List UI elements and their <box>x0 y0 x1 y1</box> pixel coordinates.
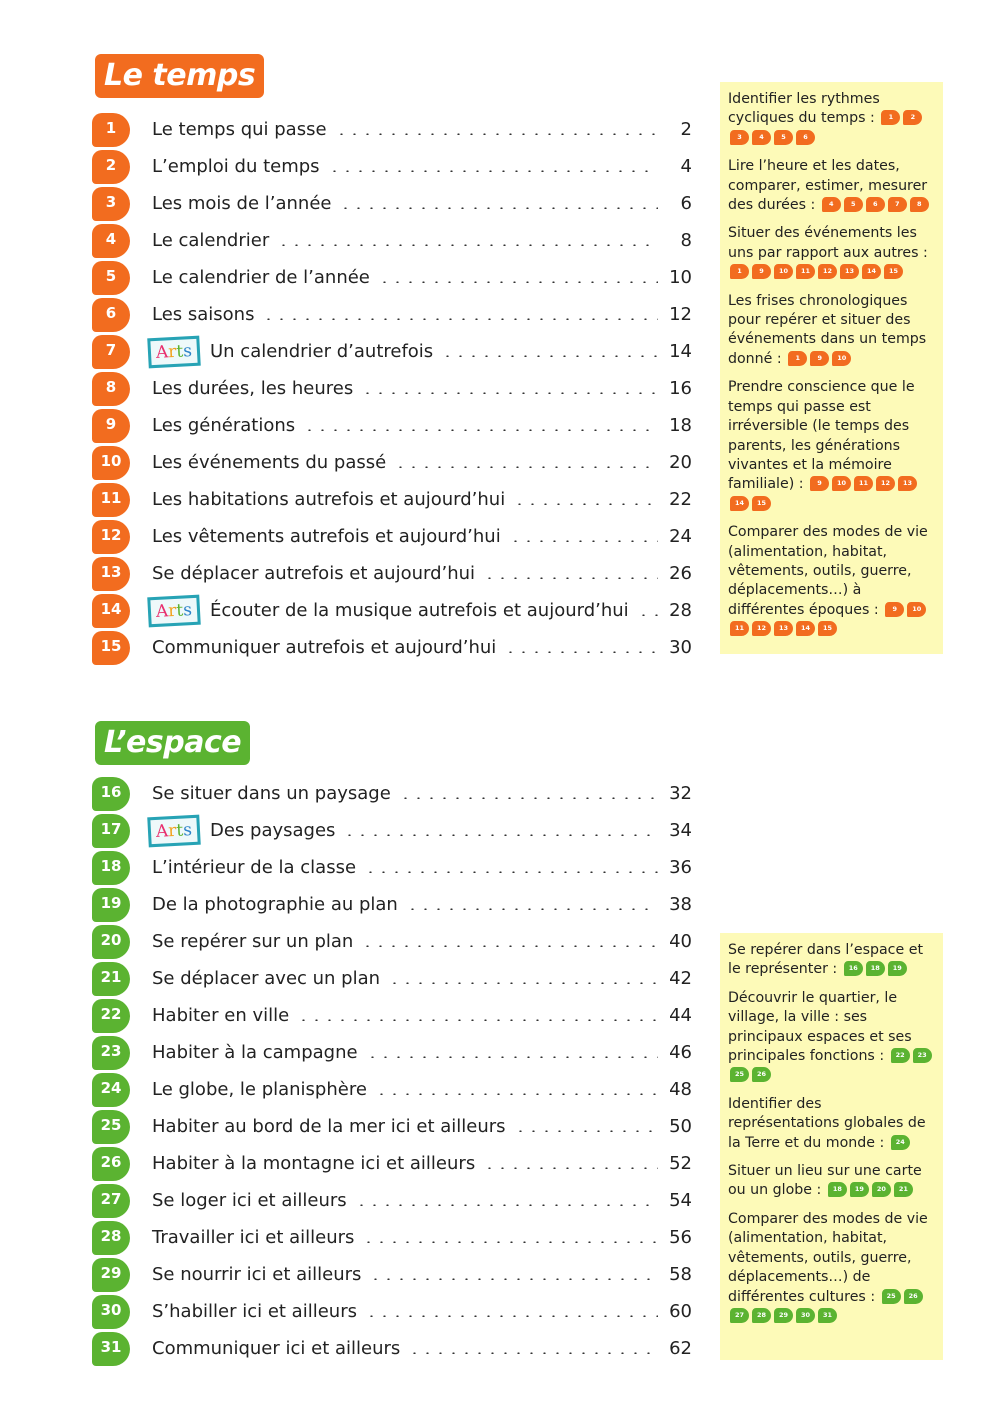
objective <box>728 292 935 370</box>
objective <box>728 989 935 1086</box>
page-number: 26 <box>669 563 692 584</box>
dot-leader <box>637 614 658 616</box>
lesson-number-badge: 30 <box>92 1295 130 1329</box>
objectives-box-temps <box>720 82 943 654</box>
objective <box>728 378 935 514</box>
lesson-number-badge: 1 <box>92 113 130 147</box>
lesson-chip: 2 <box>903 110 922 125</box>
dot-leader <box>335 133 658 135</box>
lesson-number-badge: 4 <box>92 224 130 258</box>
lesson-title[interactable]: De la photographie au plan <box>152 894 402 915</box>
dot-leader <box>483 577 658 579</box>
arts-badge-icon: A r t s <box>147 814 200 847</box>
lesson-number-badge: 10 <box>92 446 130 480</box>
lesson-chip: 21 <box>894 1182 913 1197</box>
page-number: 44 <box>669 1005 692 1026</box>
toc-row[interactable] <box>92 444 692 481</box>
lesson-chip: 25 <box>882 1289 901 1304</box>
lesson-title[interactable]: Se déplacer autrefois et aujourd’hui <box>152 563 479 584</box>
toc-row[interactable] <box>92 1071 692 1108</box>
toc-row[interactable] <box>92 1256 692 1293</box>
lesson-chip: 15 <box>818 621 837 636</box>
page-number: 18 <box>669 415 692 436</box>
lesson-chip: 23 <box>913 1048 932 1063</box>
dot-leader <box>378 281 658 283</box>
toc-row[interactable] <box>92 148 692 185</box>
dot-leader <box>303 429 658 431</box>
lesson-chip: 15 <box>884 264 903 279</box>
toc-row[interactable] <box>92 812 692 849</box>
page-number: 46 <box>669 1042 692 1063</box>
page-number: 20 <box>669 452 692 473</box>
dot-leader <box>277 244 658 246</box>
dot-leader <box>483 1167 658 1169</box>
page-number: 58 <box>669 1264 692 1285</box>
lesson-chip: 18 <box>866 961 885 976</box>
lesson-number-badge: 9 <box>92 409 130 443</box>
toc-row[interactable] <box>92 1330 692 1367</box>
dot-leader <box>339 207 658 209</box>
lesson-title[interactable]: Les générations <box>152 415 299 436</box>
lesson-chip: 26 <box>752 1067 771 1082</box>
objective <box>728 1095 935 1153</box>
lesson-number-badge: 16 <box>92 777 130 811</box>
lesson-chip: 14 <box>862 264 881 279</box>
page-number: 42 <box>669 968 692 989</box>
toc-list-espace <box>92 775 692 1367</box>
toc-row[interactable] <box>92 296 692 333</box>
page-number: 24 <box>669 526 692 547</box>
toc-row[interactable] <box>92 555 692 592</box>
lesson-title[interactable]: Les durées, les heures <box>152 378 357 399</box>
lesson-number-badge: 27 <box>92 1184 130 1218</box>
dot-leader <box>394 466 658 468</box>
objective <box>728 941 935 980</box>
lesson-chip: 9 <box>810 476 829 491</box>
lesson-title[interactable]: Se loger ici et ailleurs <box>152 1190 351 1211</box>
lesson-title[interactable]: Habiter en ville <box>152 1005 293 1026</box>
lesson-chip: 12 <box>818 264 837 279</box>
dot-leader <box>361 945 658 947</box>
lesson-number-badge: 24 <box>92 1073 130 1107</box>
dot-leader <box>328 170 658 172</box>
lesson-chip: 26 <box>904 1289 923 1304</box>
lesson-title[interactable]: S’habiller ici et ailleurs <box>152 1301 361 1322</box>
lesson-number-badge: 8 <box>92 372 130 406</box>
lesson-chip: 13 <box>774 621 793 636</box>
lesson-chip: 19 <box>888 961 907 976</box>
dot-leader <box>504 651 658 653</box>
lesson-number-badge: 6 <box>92 298 130 332</box>
lesson-number-badge: 2 <box>92 150 130 184</box>
toc-row[interactable] <box>92 1108 692 1145</box>
lesson-title[interactable]: Habiter à la campagne <box>152 1042 362 1063</box>
lesson-chip: 6 <box>796 130 815 145</box>
page-number: 8 <box>680 230 692 251</box>
lesson-chip: 1 <box>730 264 749 279</box>
lesson-chip: 11 <box>796 264 815 279</box>
lesson-chip: 10 <box>907 602 926 617</box>
lesson-number-badge: 11 <box>92 483 130 517</box>
page-number: 12 <box>669 304 692 325</box>
toc-row[interactable] <box>92 370 692 407</box>
lesson-chip: 31 <box>818 1308 837 1323</box>
toc-row[interactable] <box>92 518 692 555</box>
lesson-chip: 7 <box>888 197 907 212</box>
arts-badge-icon: A r t s <box>147 335 200 368</box>
toc-row[interactable] <box>92 960 692 997</box>
lesson-chip: 10 <box>832 476 851 491</box>
lesson-title[interactable]: Les habitations autrefois et aujourd’hui <box>152 489 509 510</box>
lesson-number-badge: 19 <box>92 888 130 922</box>
lesson-number-badge: 13 <box>92 557 130 591</box>
lesson-chip: 3 <box>730 130 749 145</box>
objective-text: Découvrir le quartier, le village, la ville : ses principaux espaces et ses principales fonctions : <box>728 989 912 1065</box>
lesson-title[interactable]: Les vêtements autrefois et aujourd’hui <box>152 526 505 547</box>
lesson-number-badge: 12 <box>92 520 130 554</box>
lesson-number-badge: 3 <box>92 187 130 221</box>
lesson-chip: 24 <box>891 1135 910 1150</box>
dot-leader <box>369 1278 658 1280</box>
toc-row[interactable] <box>92 1145 692 1182</box>
dot-leader <box>388 982 658 984</box>
objective-text: Lire l’heure et les dates, comparer, estimer, mesurer des durées : <box>728 158 928 214</box>
toc-row[interactable] <box>92 629 692 666</box>
lesson-title[interactable]: L’intérieur de la classe <box>152 857 360 878</box>
toc-row[interactable] <box>92 111 692 148</box>
objective-text: Situer des événements les uns par rapport aux autres : <box>728 225 928 261</box>
page-number: 38 <box>669 894 692 915</box>
lesson-chip: 14 <box>796 621 815 636</box>
page-number: 36 <box>669 857 692 878</box>
lesson-title[interactable]: Le calendrier de l’année <box>152 267 374 288</box>
toc-row[interactable] <box>92 775 692 812</box>
objective-text: Comparer des modes de vie (alimentation, habitat, vêtements, outils, guerre, déplacements…) à différentes époques : <box>728 524 928 618</box>
lesson-number-badge: 23 <box>92 1036 130 1070</box>
page-number: 30 <box>669 637 692 658</box>
toc-row[interactable] <box>92 1182 692 1219</box>
lesson-number-badge: 26 <box>92 1147 130 1181</box>
lesson-chip: 5 <box>844 197 863 212</box>
lesson-chip: 12 <box>876 476 895 491</box>
lesson-number-badge: 14 <box>92 594 130 628</box>
dot-leader <box>399 797 658 799</box>
lesson-chip: 16 <box>844 961 863 976</box>
dot-leader <box>408 1352 658 1354</box>
objective-text: Comparer des modes de vie (alimentation, habitat, vêtements, outils, guerre, déplacements…) de différentes cultures : <box>728 1210 928 1305</box>
lesson-chip: 25 <box>730 1067 749 1082</box>
lesson-title[interactable]: Travailler ici et ailleurs <box>152 1227 358 1248</box>
page-number: 40 <box>669 931 692 952</box>
lesson-title[interactable]: Les événements du passé <box>152 452 390 473</box>
page-number: 4 <box>680 156 692 177</box>
lesson-chip: 4 <box>752 130 771 145</box>
objective-lessons <box>820 197 930 213</box>
lesson-chip: 28 <box>752 1308 771 1323</box>
objective <box>728 90 935 148</box>
page-number: 48 <box>669 1079 692 1100</box>
lesson-chip: 15 <box>752 496 771 511</box>
dot-leader <box>375 1093 658 1095</box>
lesson-number-badge: 28 <box>92 1221 130 1255</box>
dot-leader <box>362 1241 658 1243</box>
lesson-title[interactable]: Un calendrier d’autrefois <box>210 341 437 362</box>
dot-leader <box>343 834 658 836</box>
toc-row[interactable] <box>92 923 692 960</box>
toc-row[interactable] <box>92 1219 692 1256</box>
lesson-number-badge: 7 <box>92 335 130 369</box>
objective <box>728 157 935 215</box>
objective-text: Les frises chronologiques pour repérer et situer des événements dans un temps donné : <box>728 292 927 367</box>
lesson-title[interactable]: Se déplacer avec un plan <box>152 968 384 989</box>
lesson-chip: 13 <box>898 476 917 491</box>
lesson-chip: 6 <box>866 197 885 212</box>
lesson-title[interactable]: Communiquer ici et ailleurs <box>152 1338 404 1359</box>
objective <box>728 224 935 282</box>
lesson-chip: 9 <box>885 602 904 617</box>
objectives-box-espace <box>720 933 943 1360</box>
toc-row[interactable] <box>92 1293 692 1330</box>
objective-lessons <box>826 1182 914 1198</box>
lesson-number-badge: 15 <box>92 631 130 665</box>
toc-row[interactable] <box>92 886 692 923</box>
toc-row[interactable] <box>92 333 692 370</box>
lesson-title[interactable]: Se situer dans un paysage <box>152 783 395 804</box>
page-number: 14 <box>669 341 692 362</box>
lesson-number-badge: 17 <box>92 814 130 848</box>
lesson-title[interactable]: Habiter au bord de la mer ici et ailleurs <box>152 1116 510 1137</box>
lesson-title[interactable]: Le temps qui passe <box>152 119 331 140</box>
dot-leader <box>513 503 658 505</box>
lesson-title[interactable]: Habiter à la montagne ici et ailleurs <box>152 1153 479 1174</box>
lesson-chip: 10 <box>832 351 851 366</box>
toc-row[interactable] <box>92 997 692 1034</box>
lesson-number-badge: 31 <box>92 1332 130 1366</box>
arts-badge-icon: A r t s <box>147 594 200 627</box>
lesson-chip: 22 <box>891 1048 910 1063</box>
objective-lessons <box>728 264 904 280</box>
page-number: 32 <box>669 783 692 804</box>
lesson-number-badge: 29 <box>92 1258 130 1292</box>
toc-row[interactable] <box>92 407 692 444</box>
lesson-chip: 4 <box>822 197 841 212</box>
section-title-temps: Le temps <box>95 54 264 98</box>
page-number: 16 <box>669 378 692 399</box>
page-number: 10 <box>669 267 692 288</box>
lesson-number-badge: 22 <box>92 999 130 1033</box>
toc-row[interactable] <box>92 259 692 296</box>
lesson-chip: 9 <box>752 264 771 279</box>
section-title-espace: L’espace <box>95 721 250 765</box>
page-number: 54 <box>669 1190 692 1211</box>
lesson-title[interactable]: Les mois de l’année <box>152 193 335 214</box>
lesson-title[interactable]: Le calendrier <box>152 230 273 251</box>
dot-leader <box>365 1315 658 1317</box>
lesson-chip: 1 <box>881 110 900 125</box>
toc-row[interactable] <box>92 185 692 222</box>
dot-leader <box>514 1130 658 1132</box>
page-number: 34 <box>669 820 692 841</box>
lesson-chip: 18 <box>828 1182 847 1197</box>
page-number: 52 <box>669 1153 692 1174</box>
lesson-title[interactable]: L’emploi du temps <box>152 156 324 177</box>
dot-leader <box>364 871 658 873</box>
lesson-chip: 11 <box>730 621 749 636</box>
dot-leader <box>366 1056 658 1058</box>
page-number: 2 <box>680 119 692 140</box>
dot-leader <box>355 1204 658 1206</box>
lesson-title[interactable]: Communiquer autrefois et aujourd’hui <box>152 637 500 658</box>
dot-leader <box>297 1019 658 1021</box>
lesson-title[interactable]: Les saisons <box>152 304 258 325</box>
lesson-chip: 19 <box>850 1182 869 1197</box>
objective-text: Se repérer dans l’espace et le représenter : <box>728 942 924 978</box>
toc-row[interactable] <box>92 592 692 629</box>
page-number: 50 <box>669 1116 692 1137</box>
page-number: 62 <box>669 1338 692 1359</box>
lesson-chip: 29 <box>774 1308 793 1323</box>
toc-row[interactable] <box>92 1034 692 1071</box>
lesson-chip: 1 <box>788 351 807 366</box>
objective-text: Identifier des représentations globales de la Terre et du monde : <box>728 1095 926 1151</box>
lesson-number-badge: 21 <box>92 962 130 996</box>
lesson-number-badge: 18 <box>92 851 130 885</box>
lesson-chip: 30 <box>796 1308 815 1323</box>
lesson-title[interactable]: Le globe, le planisphère <box>152 1079 371 1100</box>
lesson-chip: 14 <box>730 496 749 511</box>
lesson-chip: 12 <box>752 621 771 636</box>
objective <box>728 1162 935 1201</box>
lesson-chip: 27 <box>730 1308 749 1323</box>
toc-row[interactable] <box>92 481 692 518</box>
dot-leader <box>406 908 658 910</box>
lesson-number-badge: 20 <box>92 925 130 959</box>
lesson-chip: 5 <box>774 130 793 145</box>
lesson-number-badge: 5 <box>92 261 130 295</box>
page-number: 22 <box>669 489 692 510</box>
lesson-title[interactable]: Des paysages <box>210 820 339 841</box>
objective <box>728 523 935 639</box>
dot-leader <box>509 540 658 542</box>
toc-row[interactable] <box>92 849 692 886</box>
page-number: 6 <box>680 193 692 214</box>
lesson-title[interactable]: Se repérer sur un plan <box>152 931 357 952</box>
objective-text: Prendre conscience que le temps qui passe est irréversible (le temps des parents, les générations vivantes et la mémoire familiale) : <box>728 379 915 493</box>
lesson-number-badge: 25 <box>92 1110 130 1144</box>
lesson-chip: 10 <box>774 264 793 279</box>
lesson-title[interactable]: Écouter de la musique autrefois et aujourd’hui <box>210 600 633 621</box>
toc-row[interactable] <box>92 222 692 259</box>
dot-leader <box>441 355 658 357</box>
lesson-chip: 8 <box>910 197 929 212</box>
lesson-chip: 13 <box>840 264 859 279</box>
toc-list-temps <box>92 111 692 666</box>
page-number: 28 <box>669 600 692 621</box>
dot-leader <box>262 318 658 320</box>
lesson-chip: 9 <box>810 351 829 366</box>
objective-text: Identifier les rythmes cycliques du temps : <box>728 91 880 127</box>
objective-lessons <box>889 1135 911 1151</box>
page-number: 56 <box>669 1227 692 1248</box>
objective-lessons <box>842 961 908 977</box>
objective-lessons <box>786 351 852 367</box>
lesson-chip: 20 <box>872 1182 891 1197</box>
lesson-chip: 11 <box>854 476 873 491</box>
page-number: 60 <box>669 1301 692 1322</box>
objective-text: Situer un lieu sur une carte ou un globe : <box>728 1163 922 1199</box>
dot-leader <box>361 392 658 394</box>
lesson-title[interactable]: Se nourrir ici et ailleurs <box>152 1264 365 1285</box>
objective <box>728 1210 935 1326</box>
